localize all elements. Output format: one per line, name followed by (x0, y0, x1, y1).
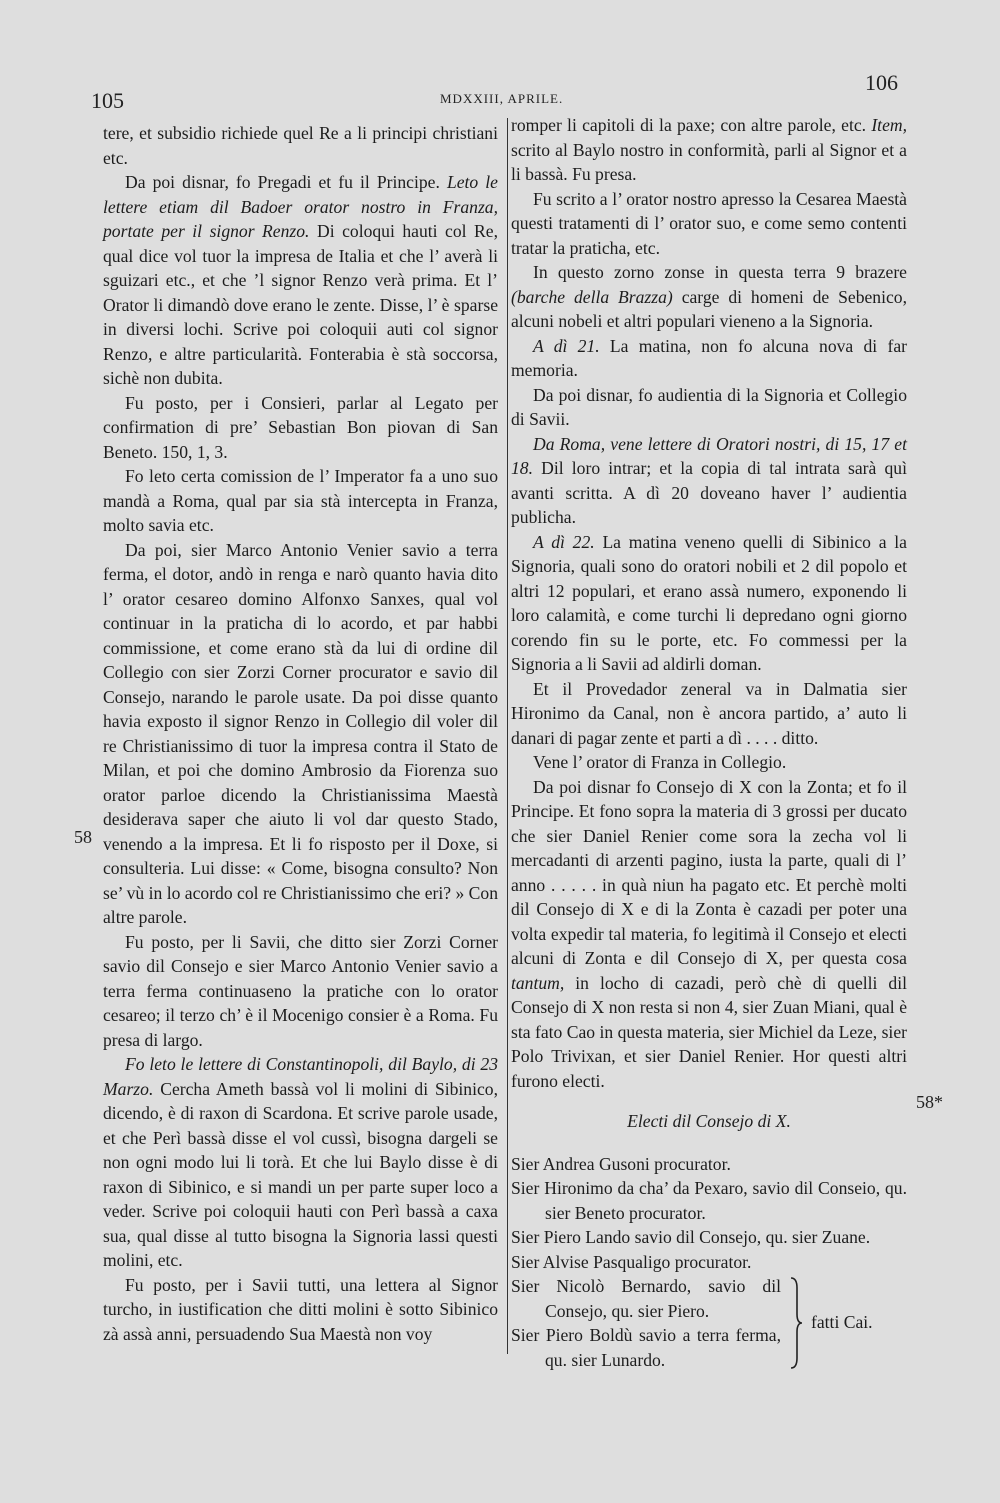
paragraph: Fu scrito a l’ orator nostro apresso la Cesarea Maestà questi tratamenti di l’ orator suo, e come semo contenti tratar la praticha, etc. (511, 188, 907, 258)
text-run: scrito al Baylo nostro in conformità, parli al Signor et a li bassà. Fu presa. (511, 139, 907, 184)
italic-text-run: Leto le lettere etiam dil Badoer orator nostro in Franza, portate per il signor Renzo. (103, 172, 498, 241)
list-item: Sier Nicolò Bernardo, savio dil Consejo, qu. sier Piero. (511, 1276, 781, 1321)
italic-text-run: Da Roma, vene lettere di Oratori nostri, di 15, 17 et 18. (511, 433, 907, 478)
italic-text-run: (barche della Brazza) (511, 286, 673, 307)
text-run: in locho di cazadi, però chè di quelli dil Consejo di X non resta si non 4, sier Zuan Miani, qual è sta fato Cao in questa materia, sier Michiel da Leze, sier Polo Trivixan, et sier Daniel Renier. Hor questi altri furono electi. (511, 972, 907, 1091)
paragraph: Fu posto, per i Savii tutti, una lettera al Signor turcho, in iustification che ditti molini è sotto Sibinico zà assà anni, persuadendo Sua Maestà non voy (103, 1274, 498, 1344)
right-column (511, 113, 907, 1372)
paragraph (103, 1052, 498, 1273)
text-run: Di coloqui hauti col Re, qual dice vol tuor la impresa de Italia et che l’ averà li sguizari etc., et che ’l signor Renzo verà prima. Et l’ Orator li dimandò dove erano le zente. Disse, l’ è sparse in diversi lochi. Scrive poi coloquii auti col signor Renzo, e altre particularità. Fonterabia è stà soccorsa, sichè non dubita. (103, 221, 499, 388)
paragraph (511, 334, 907, 383)
braced-group (511, 1274, 907, 1372)
text-run: romper li capitoli di la paxe; con altre parole, etc. (511, 115, 867, 135)
text-run: La matina veneno quelli di Sibinico a la Signoria, quali sono do oratori nobili et 2 dil popolo et altri 12 populari, et erano assà numero, exponendo li loro calamità, e come turchi li depredano ogni giorno corendo fin su le porte, etc. Fo commessi per la Signoria a li Savii ad aldirli doman. (511, 531, 907, 674)
right-page-number: 106 (865, 70, 898, 95)
italic-text-run: A dì 21. (533, 335, 600, 356)
list-item: Sier Piero Lando savio dil Consejo, qu. sier Zuane. (511, 1227, 871, 1247)
list-item: Sier Piero Boldù savio a terra ferma, qu. sier Lunardo. (511, 1325, 781, 1370)
running-head: MDXXIII, APRILE. (440, 91, 564, 106)
names-list (511, 1152, 907, 1373)
text-run: La matina, non fo alcuna nova di far memoria. (511, 335, 907, 380)
list-item: Sier Andrea Gusoni procurator. (511, 1153, 731, 1174)
text-run: Dil loro intrar; et la copia di tal intrata sarà quì avanti scritta. A dì 20 doveano haver l’ audientia publicha. (511, 458, 907, 527)
brace-label: fatti Cai. (811, 1312, 873, 1332)
paragraph: Fu posto, per li Savii, che ditto sier Zorzi Corner savio dil Consejo e sier Marco Antonio Venier savio a terra ferma continuaseno la pratiche con lo orator cesareo; il terzo ch’ è il Mocenigo consier è a Roma. Fu presa di largo. (103, 931, 498, 1050)
paragraph (511, 260, 907, 334)
paragraph: Vene l’ orator di Franza in Collegio. (533, 752, 787, 772)
paragraph (511, 775, 907, 1094)
italic-text-run: tantum, (511, 972, 565, 993)
text-run: Da poi disnar fo Consejo di X con la Zonta; et fo il Principe. Et fono sopra la materia di 3 grossi per ducato che sier Daniel Renier come sora la zecha vol li mercadanti di arzenti pagino, iusta la parte, quali di l’ anno . . . . . in quà niun ha pagato etc. Et perchè molti dil Consejo di X e di la Zonta è cazadi per poter una volta expedir tal materia, fo legitimà il Consejo et electi alcuni di Zonta e dil Consejo di X, per questa cosa (511, 776, 907, 968)
paragraph (511, 113, 907, 187)
list-item: Sier Alvise Pasqualigo procurator. (511, 1251, 752, 1272)
text-run: carge di homeni de Sebenico, alcuni nobeli et altri populari vieneno a la Signoria. (511, 286, 907, 331)
paragraph: tere, et subsidio richiede quel Re a li principi christiani etc. (103, 123, 498, 168)
paragraph: Et il Provedador zeneral va in Dalmatia sier Hironimo da Canal, non è ancora partido, a’ auto li danari di pagar zente et parti a dì . . . . ditto. (511, 678, 907, 748)
column-divider (507, 118, 508, 1354)
paragraph: Da poi disnar, fo audientia di la Signoria et Collegio di Savii. (511, 384, 907, 429)
italic-text-run: Item, (871, 115, 907, 135)
paragraph: Fu posto, per i Consieri, parlar al Legato per confirmation di pre’ Sebastian Bon piovan di San Beneto. 150, 1, 3. (103, 392, 498, 462)
text-run: Cercha Ameth bassà vol li molini di Sibinico, dicendo, è di raxon di Scardona. Et scrive parole usade, et che Perì bassà disse el vol cussì, bisogna dargeli se non ogni modo lui li torà. Et che lui Baylo disse è di raxon di Sibinico, e si mandi un per parte super loco a veder. Scrive poi coloquii hauti con Perì bassà a caxa sua, qual disse al tutto bisogna la Signoria lassi questi molini, etc. (103, 1078, 498, 1270)
right-margin-number: 58* (916, 1092, 943, 1112)
italic-text-run: A dì 22. (533, 531, 595, 552)
paragraph (511, 530, 907, 677)
left-column (103, 121, 498, 1346)
left-margin-number: 58 (74, 827, 92, 847)
paragraph (103, 170, 498, 391)
paragraph (511, 432, 907, 530)
paragraph: Da poi, sier Marco Antonio Venier savio a terra ferma, el dotor, andò in renga e narò quanto havia dito l’ orator cesareo domino Alfonxo Sanxes, qual vol continuar in la praticha di lo acordo, et par habbi commissione, et come erano stà da lui di ordine dil Collegio con sier Zorzi Corner procurator e savio dil Consejo, narando le parole usate. Da poi disse quanto havia exposto il signor Renzo in Collegio dil voler dil re Christianissimo di tuor la impresa contra il Stato de Milan, et poi che domino Ambrosio da Fiorenza suo orator parloe dicendo la Christianissima Maestà desiderava saper che aiuto li vol dar questo Stado, venendo a la impresa. Et li fo risposto per il Doxe, si consulteria. Lui disse: « Come, bisogna consulto? Non se’ vù in lo acordo col re Christianissimo che eri? » Con altre parole. (103, 539, 498, 927)
italic-text-run: Fo leto le lettere di Constantinopoli, dil Baylo, di 23 Marzo. (103, 1054, 498, 1099)
text-run: Da poi disnar, fo Pregadi et fu il Principe. (125, 172, 440, 192)
section-heading: Electi dil Consejo di X. (627, 1111, 791, 1131)
curly-brace-icon (789, 1276, 803, 1370)
list-item: Sier Hironimo da cha’ da Pexaro, savio dil Conseio, qu. sier Beneto procurator. (511, 1178, 907, 1223)
left-page-number: 105 (91, 88, 124, 113)
text-run: In questo zorno zonse in questa terra 9 brazere (533, 262, 907, 282)
paragraph: Fo leto certa comission de l’ Imperator fa a uno suo mandà a Roma, qual par sia stà intercepta in Franza, molto savia etc. (103, 466, 498, 535)
braced-names (511, 1274, 781, 1372)
